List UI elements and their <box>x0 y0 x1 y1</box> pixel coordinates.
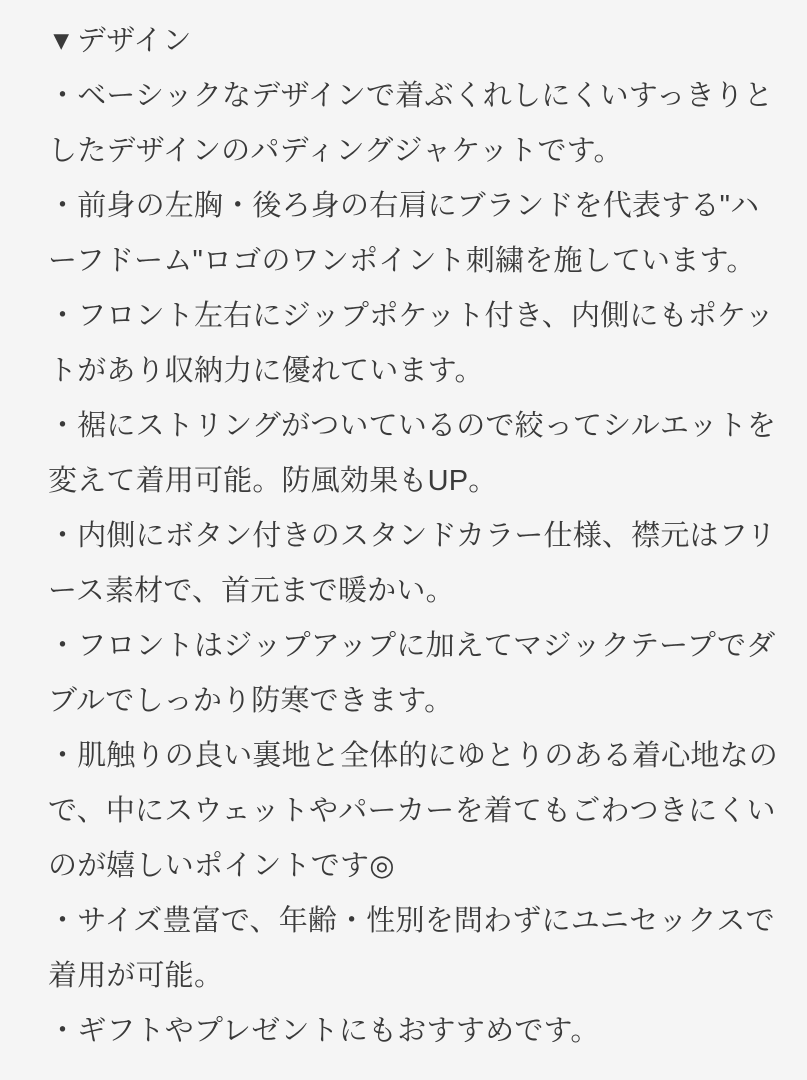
text-line: ・前身の左胸・後ろ身の右肩にブランドを代表する"ハ <box>48 190 760 222</box>
section-heading <box>48 14 767 69</box>
text-line: ・サイズ豊富で、年齢・性別を問わずにユニセックスで <box>48 905 775 937</box>
text-line: で、中にスウェットやパーカーを着てもごわつきにくい <box>48 795 776 827</box>
section-heading-label: デザイン <box>76 25 192 57</box>
text-line: ブルでしっかり防寒できます。 <box>48 685 454 717</box>
text-line: ・肌触りの良い裏地と全体的にゆとりのある着心地なの <box>48 740 779 772</box>
text-line: ・ベーシックなデザインで着ぶくれしにくいすっきりと <box>48 80 774 112</box>
bullet-item <box>48 399 777 509</box>
text-line: したデザインのパディングジャケットです。 <box>48 135 623 167</box>
text-line: 変えて着用可能。防風効果もUP。 <box>48 465 498 497</box>
bullet-item <box>48 509 776 619</box>
text-line: ・フロントはジップアップに加えてマジックテープでダ <box>48 630 776 662</box>
text-line: トがあり収納力に優れています。 <box>48 355 484 387</box>
text-line: ・内側にボタン付きのスタンドカラー仕様、襟元はフリ <box>48 520 776 552</box>
text-line: ーフドーム"ロゴのワンポイント刺繍を施しています。 <box>48 245 756 277</box>
bullet-item <box>48 69 774 179</box>
text-line: ・裾にストリングがついているので絞ってシルエットを <box>48 410 777 442</box>
bullet-item <box>48 179 767 289</box>
text-line: ・フロント左右にジップポケット付き、内側にもポケッ <box>48 300 774 332</box>
bullet-item <box>48 1004 767 1059</box>
bullet-item <box>48 894 775 1004</box>
text-line: ・ギフトやプレゼントにもおすすめです。 <box>48 1015 600 1047</box>
text-line: 着用が可能。 <box>48 960 224 992</box>
bullet-item <box>48 289 774 399</box>
text-line: ース素材で、首元まで暖かい。 <box>48 575 455 607</box>
bullet-item <box>48 729 779 894</box>
down-triangle-icon: ▼ <box>48 26 75 56</box>
text-line: のが嬉しいポイントです◎ <box>48 850 395 882</box>
bullet-item <box>48 619 776 729</box>
